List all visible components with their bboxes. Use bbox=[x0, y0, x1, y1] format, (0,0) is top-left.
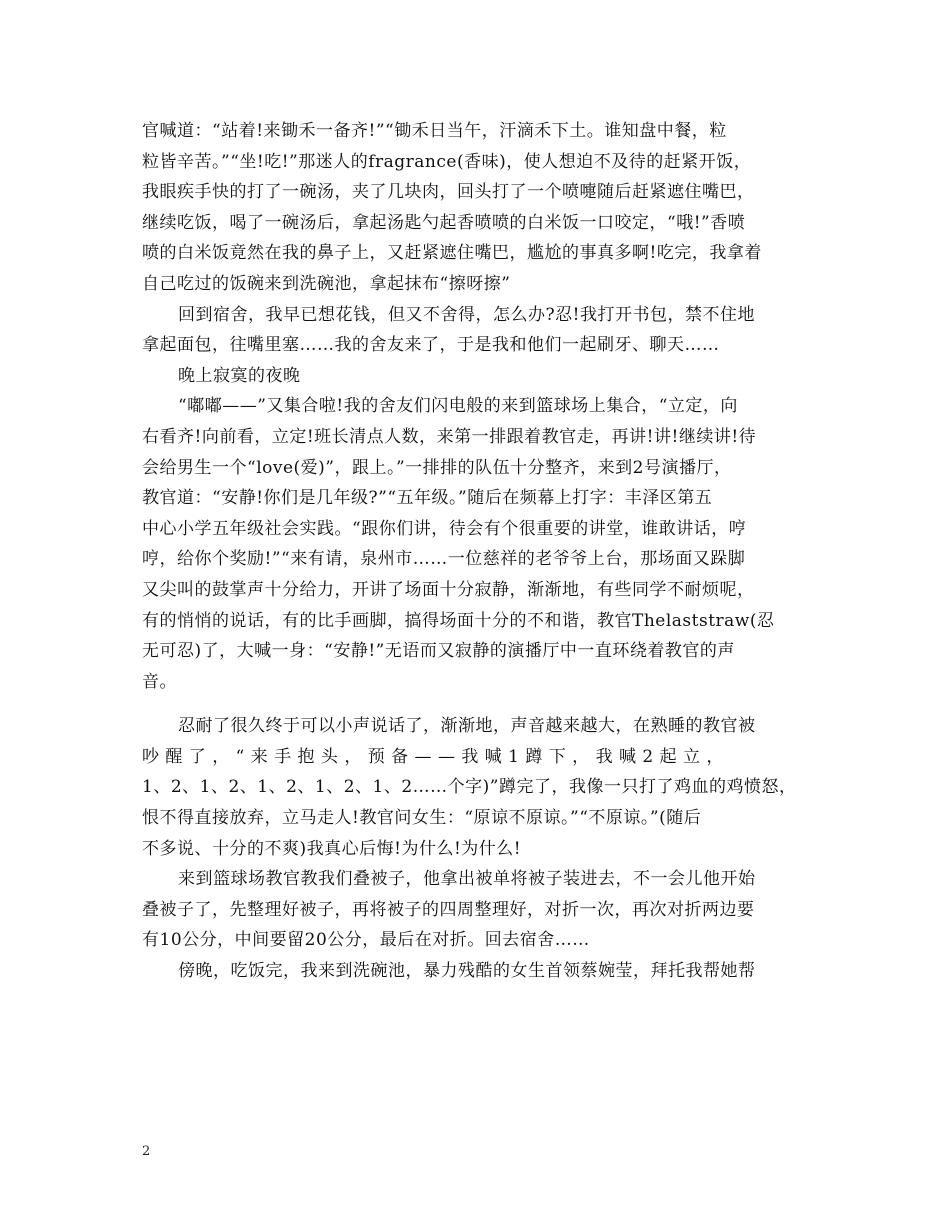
text-line: 右看齐!向前看，立定!班长清点人数，来第一排跟着教官走，再讲!讲!继续讲!待 bbox=[142, 426, 757, 447]
text-line: 喷的白米饭竟然在我的鼻子上，又赶紧遮住嘴巴，尴尬的事真多啊!吃完，我拿着 bbox=[142, 243, 762, 264]
text-line: 又尖叫的鼓掌声十分给力，开讲了场面十分寂静，渐渐地，有些同学不耐烦呢， bbox=[142, 579, 755, 600]
text-line: 1、2、1、2、1、2、1、2、1、2……个字)”蹲完了，我像一只打了鸡血的鸡愤怒， bbox=[142, 777, 797, 798]
text-line: 来到篮球场教官教我们叠被子，他拿出被单将被子装进去，不一会儿他开始 bbox=[178, 869, 756, 890]
text-line: 回到宿舍，我早已想花钱，但又不舍得，怎么办?忍!我打开书包，禁不住地 bbox=[178, 304, 755, 325]
text-line: 吵 醒 了 ， “ 来 手 抱 头 ， 预 备 — — 我 喊 1 蹲 下 ， 我 喊 2 起 立 ， bbox=[142, 746, 724, 767]
text-line: 不多说、十分的不爽)我真心后悔!为什么!为什么! bbox=[142, 838, 522, 859]
text-line: “嘟嘟——”又集合啦!我的舍友们闪电般的来到篮球场上集合，“立定，向 bbox=[178, 396, 738, 417]
text-line: 音。 bbox=[142, 671, 177, 692]
text-line: 有的悄悄的说话，有的比手画脚，搞得场面十分的不和谐，教官Thelaststraw(忍 bbox=[142, 610, 775, 631]
text-line: 忍耐了很久终于可以小声说话了，渐渐地，声音越来越大，在熟睡的教官被 bbox=[178, 716, 756, 737]
text-line: 哼，给你个奖励!”“来有请，泉州市……一位慈祥的老爷爷上台，那场面又跺脚 bbox=[142, 549, 746, 570]
text-line: 傍晚，吃饭完，我来到洗碗池，暴力残酷的女生首领蔡婉莹，拜托我帮她帮 bbox=[178, 961, 756, 982]
text-line: 会给男生一个“love(爱)”，跟上。”一排排的队伍十分整齐，来到2号演播厅， bbox=[142, 457, 732, 478]
text-line: 继续吃饭，喝了一碗汤后，拿起汤匙勺起香喷喷的白米饭一口咬定，“哦!”香喷 bbox=[142, 212, 746, 233]
text-line: 粒皆辛苦。”“坐!吃!”那迷人的fragrance(香味)，使人想迫不及待的赶紧开饭， bbox=[142, 151, 752, 172]
text-line: 我眼疾手快的打了一碗汤，夹了几块肉，回头打了一个喷嚏随后赶紧遮住嘴巴， bbox=[142, 182, 755, 203]
text-line: 教官道：“安静!你们是几年级?”“五年级。”随后在频幕上打字：丰泽区第五 bbox=[142, 488, 713, 509]
text-line: 有10公分，中间要留20公分，最后在对折。回去宿舍…… bbox=[142, 930, 590, 951]
text-line: 官喊道：“站着!来锄禾一备齐!”“锄禾日当午，汗滴禾下土。谁知盘中餐，粒 bbox=[142, 121, 727, 141]
page-number: 2 bbox=[142, 1144, 151, 1159]
text-line: 中心小学五年级社会实践。“跟你们讲，待会有个很重要的讲堂，谁敢讲话，哼 bbox=[142, 518, 747, 539]
text-line: 无可忍)了，大喊一身：“安静!”无语而又寂静的演播厅中一直环绕着教官的声 bbox=[142, 641, 735, 662]
text-line: 叠被子了，先整理好被子，再将被子的四周整理好，对折一次，再次对折两边要 bbox=[142, 899, 755, 920]
text-line: 恨不得直接放弃，立马走人!教官问女生：“原谅不原谅。”“不原谅。”(随后 bbox=[142, 808, 702, 829]
document-body bbox=[142, 116, 810, 987]
text-line: 自己吃过的饭碗来到洗碗池，拿起抹布“擦呀擦” bbox=[142, 273, 511, 294]
text-line: 拿起面包，往嘴里塞……我的舍友来了，于是我和他们一起刷牙、聊天…… bbox=[142, 335, 720, 356]
text-line: 晚上寂寞的夜晚 bbox=[178, 365, 301, 386]
